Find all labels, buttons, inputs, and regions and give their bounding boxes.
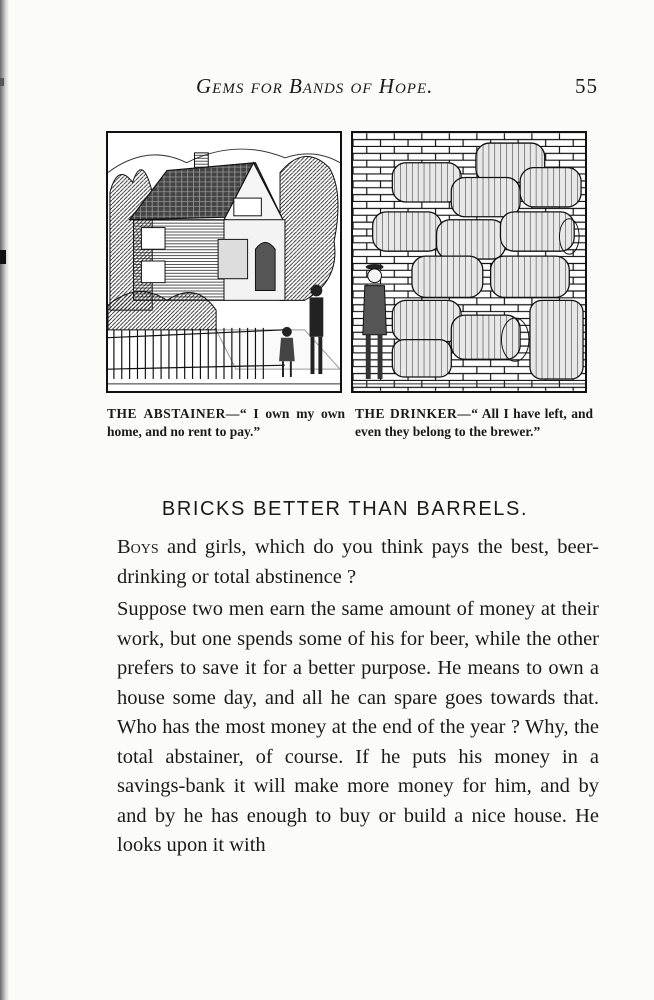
running-title: Gems for Bands of Hope. [196,74,434,98]
article-body [117,533,599,861]
article-heading: BRICKS BETTER THAN BARRELS. [161,498,529,520]
paragraph [117,533,599,592]
page-number: 55 [575,74,598,98]
paragraph: Suppose two men earn the same amount of money at their work, but one spends some of his for beer, while the other prefers to save it for a better purpose. He means to own a house some day, and all he can spare goes towards that. Who has the most money at the end of the year ? Why, the total abstainer, of course. If he puts his money in a savings-bank it will make more money for him, and by and by he has enough to buy or build a nice house. He looks upon it with [117,598,599,856]
paragraph-text: and girls, which do you think pays the best, beer-drinking or total abstinence ? [117,536,599,588]
barrels-engraving [353,133,585,391]
running-header [190,70,610,100]
drop-word: Boys [117,536,159,558]
caption-quote: “ I own my own home, and no rent to pay.” [107,406,345,439]
drinker-illustration [351,131,587,393]
abstainer-illustration [106,131,342,393]
abstainer-caption [107,405,345,441]
caption-lead: THE DRINKER— [355,406,472,421]
edge-mark [0,250,6,264]
caption-quote: “ All I have left, and even they belong to the brewer.” [355,406,594,439]
caption-lead: THE ABSTAINER— [107,406,240,421]
edge-mark [0,78,4,86]
drinker-caption [355,405,593,441]
house-engraving [108,133,340,391]
